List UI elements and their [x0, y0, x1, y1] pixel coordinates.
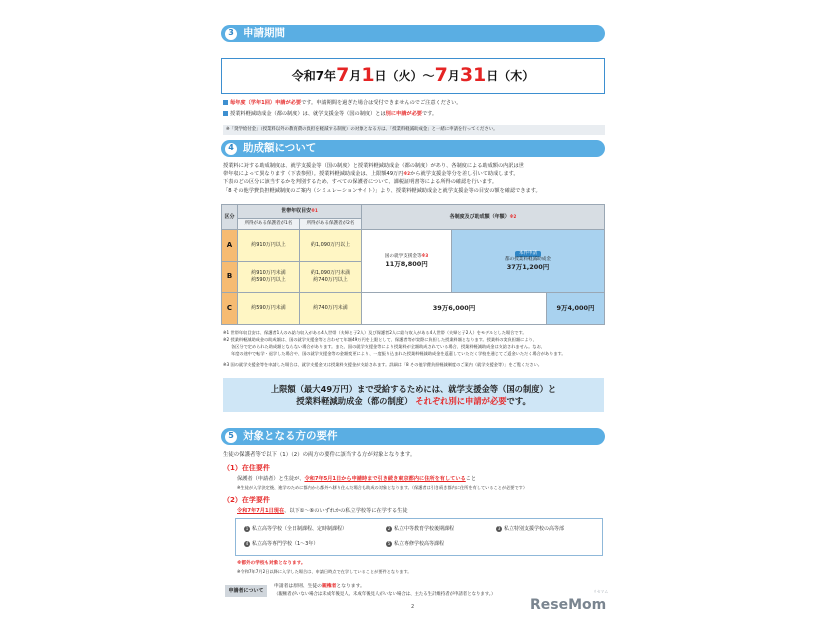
- note-text: ※3 国の就学支援金等を申請した場合は、就学支援金又は授業料支援金が支給されます。詳細は「8 その他学費負担軽減制度のご案内（就学支援金等）」をご覧ください。: [223, 362, 542, 367]
- footnote-ref: ※3: [421, 253, 429, 259]
- sec3-note-1: [223, 100, 461, 107]
- cell-text: 約740万円以上: [313, 276, 348, 283]
- separate-application-callout: [223, 378, 604, 412]
- requirement-emphasis: 令和7年5月1日から申請時まで引き続き東京都内に住所を有している: [304, 476, 466, 482]
- schools-note-2: [237, 569, 411, 575]
- row-label: C: [226, 303, 233, 312]
- cell-amount: 11万8,800円: [385, 260, 428, 269]
- paragraph-text: 「8 その他学費負担軽減制度のご案内（シミュレーションサイト）」より、授業料軽減助成金と就学支援金等の目安の額を確認できます。: [223, 188, 541, 194]
- period-end-month: 7: [434, 64, 448, 87]
- cell-text: 約740万円未満: [313, 305, 348, 312]
- section-number: 5: [225, 431, 237, 443]
- cell-text: 約590万円未満: [251, 305, 286, 312]
- watermark-logo: ReseMom: [530, 597, 607, 613]
- school-item-4: [244, 541, 318, 548]
- period-separator: 日（火）～: [374, 68, 435, 83]
- school-name: 私立専修学校高等課程: [394, 541, 445, 547]
- enrollment-requirement-heading: （2）在学要件: [223, 496, 270, 504]
- header-kubun: [222, 205, 238, 230]
- paragraph-text: 授業料に対する助成制度は、就学支援金等（国の制度）と授業料軽減助成金（都の制度）があり、各制度による助成額の内訳は世: [223, 163, 524, 169]
- paragraph-text: から就学支援金等分を差し引いて助成します。: [410, 171, 519, 177]
- footnote-ref: ※1: [311, 207, 318, 213]
- paragraph-text: （親権者がいない場合は未成年後見人、未成年後見人がいない場合は、主たる生計維持者が申請者となります。）: [274, 592, 496, 597]
- table-cell: [300, 229, 362, 261]
- callout-line-1: 上限額（最大49万円）まで受給するためには、就学支援金等（国の制度）と: [270, 383, 557, 394]
- row-label-c: [222, 293, 238, 325]
- header-text: 世帯年収目安: [281, 207, 312, 214]
- section-title: 対象となる方の要件: [243, 430, 338, 443]
- section-4-header: [221, 140, 605, 157]
- header-text: 各制度及び助成額（年額）: [449, 213, 510, 220]
- header-two-earners: [300, 218, 362, 229]
- number-circle-icon: 5: [387, 541, 391, 546]
- table-note-2b: [231, 344, 545, 350]
- sec3-note-2: [223, 111, 437, 118]
- cell-amount: 37万1,200円: [506, 263, 550, 272]
- note-text: ※令和7年7月2日以降に入学した場合は、申請日時点で在学していることが要件となります。: [237, 569, 412, 574]
- note-text: ※2 授業料軽減助成金の助成額は、国の就学支援金等と合わせて年額49万円を上限として、保護者等が実際に負担した授業料額となります。授業料の実負担額により、: [223, 337, 537, 342]
- header-text: 区分: [224, 213, 235, 220]
- c-tokyo-cell: [547, 293, 605, 325]
- table-cell: [300, 261, 362, 293]
- paragraph-text: こと: [465, 476, 477, 482]
- note-text: ※生徒が入学決定後、進学のために都内から都外へ移り住んだ場合も助成の対象となります。（保護者は引き続き都内に住所を有していることが必要です）: [237, 485, 528, 490]
- note-text: です。: [421, 111, 438, 117]
- paragraph-text: となります。: [336, 584, 365, 589]
- header-text: 所得がある保護者が1名: [244, 220, 293, 226]
- period-start-day: 1: [361, 64, 375, 87]
- school-name: 私立高等学校（全日制課程、定時制課程）: [252, 526, 348, 532]
- callout-text: 授業料軽減助成金（都の制度）: [296, 396, 413, 406]
- callout-line-2: [296, 395, 531, 407]
- table-note-3: [223, 362, 542, 368]
- note-text: 各区分で定められた助成額とならない場合があります。また、国の就学支援金等により授業料が全額助成されている場合、授業料軽減助成金は支給されません。なお、: [231, 344, 545, 349]
- header-text: 所得がある保護者が2名: [306, 220, 355, 226]
- number-circle-icon: 1: [245, 526, 249, 531]
- section-5-header: [221, 428, 605, 445]
- application-period-box: [221, 58, 605, 94]
- national-support-cell: [362, 229, 452, 292]
- bullet-square-icon: [223, 111, 228, 116]
- paragraph-text: 帯年収によって異なります（下表参照）。授業料軽減助成金は、上限額49万円: [223, 171, 404, 177]
- school-item-3: [496, 526, 564, 533]
- school-name: 私立特別支援学校の高等部: [504, 526, 565, 532]
- sec4-paragraph-line-1: [223, 163, 524, 170]
- table-cell: [300, 293, 362, 325]
- cell-text: 約1,090万円以上: [310, 241, 351, 248]
- section-3-header: [221, 25, 605, 42]
- footnote-ref: ※2: [403, 171, 411, 176]
- note-text: 年度の途中で転学・退学した場合や、国の就学支援金等の金額変更により、一度振り込まれた授業料軽減助成金を返還していただく学校を通じてご返金いただく場合があります。: [231, 351, 566, 356]
- header-income: [238, 205, 362, 219]
- cell-amount: 39万6,000円: [432, 304, 476, 313]
- schools-note-1: [237, 561, 305, 567]
- header-amount: [362, 205, 605, 230]
- period-end-weekday: 日（木）: [486, 68, 535, 83]
- sec4-paragraph-line-4: [223, 188, 541, 195]
- page-number: 2: [411, 604, 415, 610]
- cell-text: 都の授業料軽減助成金: [505, 257, 551, 263]
- section-number: 4: [225, 143, 237, 155]
- number-circle-icon: 3: [497, 526, 501, 531]
- cell-amount: 9万4,000円: [556, 304, 595, 313]
- section-number: 3: [225, 28, 237, 40]
- header-one-earner: [238, 218, 300, 229]
- applicant-emphasis: 親権者: [321, 584, 337, 589]
- sec5-intro: [223, 452, 415, 459]
- residence-requirement-note: [237, 485, 527, 491]
- period-end-day: 31: [459, 64, 487, 87]
- applicant-text-2: [274, 592, 495, 598]
- note-emphasis: 別に申請が必要: [385, 111, 422, 117]
- school-item-5: [386, 541, 444, 548]
- paragraph-text: 生徒の保護者等で以下（1）（2）の両方の要件に該当する方が対象となります。: [223, 452, 416, 458]
- cell-text: 約590万円以上: [251, 276, 286, 283]
- section-title: 申請期間: [243, 27, 285, 40]
- cell-text: 約910万円以上: [251, 241, 286, 248]
- table-note-2c: [231, 351, 566, 357]
- school-item-1: [244, 526, 347, 533]
- this-application-tag: 本件申請: [515, 251, 541, 257]
- row-label-a: [222, 229, 238, 261]
- table-cell: [238, 261, 300, 293]
- note-text: 授業料軽減助成金（都の制度）は、就学支援金等（国の制度）とは: [230, 111, 386, 117]
- sec4-paragraph-line-3: [223, 179, 497, 186]
- number-circle-icon: 2: [387, 526, 391, 531]
- requirement-emphasis: 令和7年7月1日現在: [237, 508, 285, 514]
- table-note-2a: [223, 337, 537, 343]
- school-name: 私立高等専門学校（1～3年）: [252, 541, 319, 547]
- applicant-text-1: [274, 584, 365, 590]
- footnote-ref: ※2: [509, 213, 517, 219]
- enrollment-requirement-text: [237, 508, 408, 515]
- cell-text: 国の就学支援金等: [384, 254, 422, 260]
- c-national-cell: [362, 293, 547, 325]
- row-label-b: [222, 261, 238, 293]
- tokyo-grant-cell: [452, 229, 605, 292]
- number-circle-icon: 4: [245, 541, 249, 546]
- note-text: です。申請期間を過ぎた場合は受付できませんのでご注意ください。: [301, 100, 462, 106]
- applicant-label: 申請者について: [225, 585, 267, 597]
- table-row: [222, 229, 605, 261]
- aid-amount-table: [221, 204, 605, 325]
- note-box-text: ※「奨学給付金」（授業料以外の教育費の負担を軽減する制度）の対象となる方は、「授業料軽減助成金」と一緒に申請を行ってください。: [226, 127, 498, 133]
- section-title: 助成額について: [243, 142, 317, 155]
- watermark-logo-kana: リセマム: [593, 589, 609, 594]
- paragraph-text: 保護者（申請者）と生徒が、: [237, 476, 305, 482]
- table-note-1: [223, 330, 527, 336]
- table-cell: [238, 293, 300, 325]
- residence-requirement-text: [237, 476, 476, 483]
- note-emphasis: 毎年度（学年1回）申請が必要: [230, 100, 302, 106]
- cell-text: 約1,090万円未満: [310, 270, 351, 277]
- bullet-square-icon: [223, 100, 228, 105]
- paragraph-text: 下表のどの区分に該当するかを判別するため、すべての保護者について、課税証明書等による所得の確認を行います。: [223, 179, 498, 185]
- note-text: ※1 世帯年収目安は、保護者1人のみ給与収入がある4人世帯（夫婦と子2人）及び保護者2人に給与収入がある4人世帯（夫婦と子2人）をモデルとした場合です。: [223, 330, 527, 335]
- school-name: 私立中等教育学校後期課程: [394, 526, 455, 532]
- period-era: 令和7年: [291, 68, 337, 83]
- callout-text: です。: [506, 396, 531, 406]
- scholarship-note-box: [223, 125, 605, 135]
- row-label: A: [226, 240, 233, 249]
- sec4-paragraph-line-2: [223, 171, 519, 178]
- cell-text: 約910万円未満: [251, 270, 286, 277]
- residence-requirement-heading: （1）在住要件: [223, 464, 270, 472]
- callout-emphasis: それぞれ別に申請が必要: [415, 396, 507, 406]
- table-row: [222, 293, 605, 325]
- paragraph-text: 、以下①～⑥のいずれかの私立学校等に在学する生徒: [284, 508, 408, 514]
- eligible-schools-box: [235, 518, 603, 556]
- period-month-unit: 月: [447, 68, 460, 83]
- school-item-2: [386, 526, 454, 533]
- paragraph-text: 申請者は原則、生徒の: [274, 584, 322, 589]
- period-month-unit: 月: [349, 68, 362, 83]
- period-start-month: 7: [336, 64, 350, 87]
- row-label: B: [226, 272, 233, 281]
- note-emphasis: ※都外の学校も対象となります。: [237, 561, 306, 566]
- table-cell: [238, 229, 300, 261]
